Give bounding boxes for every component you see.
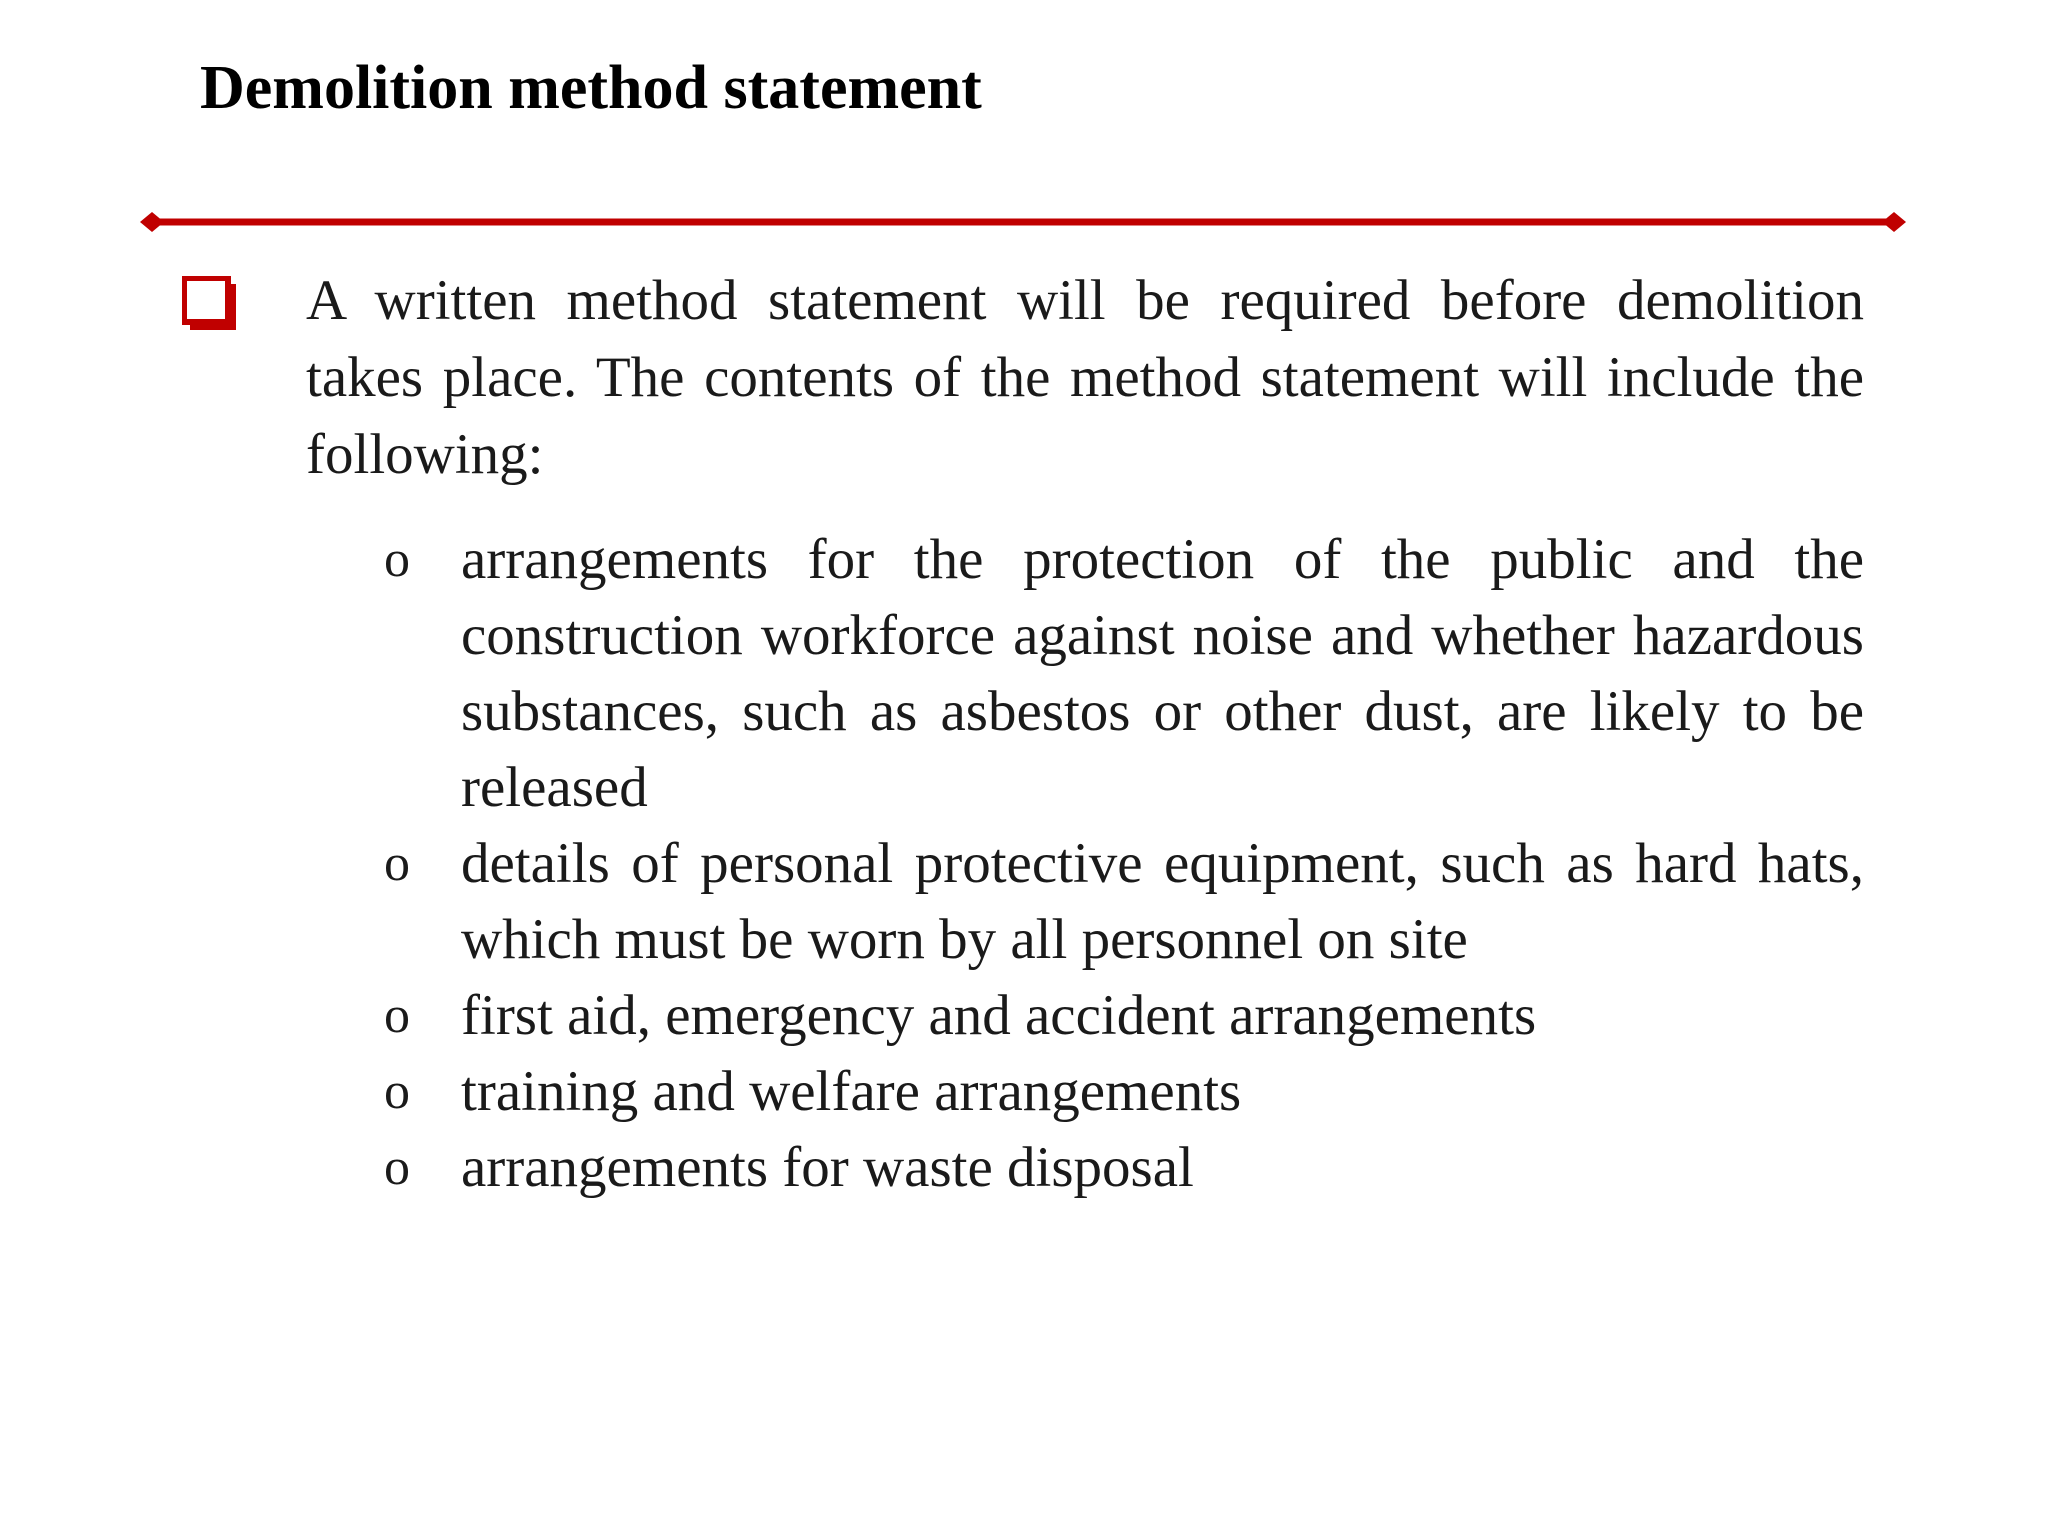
divider-left-diamond [140, 212, 164, 232]
main-bullet [176, 262, 1876, 493]
hollow-circle-bullet-icon: o [384, 987, 410, 1044]
sub-bullet-item [376, 1054, 1864, 1130]
sub-bullet-text: first aid, emergency and accident arrangements [461, 984, 1537, 1047]
square-bullet-icon [182, 276, 238, 332]
sub-bullet-list [176, 522, 1876, 1206]
hollow-circle-bullet-icon: o [384, 1063, 410, 1120]
title-divider [140, 208, 1906, 236]
hollow-circle-bullet-icon: o [384, 835, 410, 892]
slide-content [176, 262, 1876, 1206]
slide-title: Demolition method statement [200, 54, 982, 122]
main-bullet-text: A written method statement will be required before demolition takes place. The contents of the method statement will include the following: [306, 269, 1864, 486]
sub-bullet-item [376, 1130, 1864, 1206]
sub-bullet-text: arrangements for waste disposal [461, 1136, 1194, 1199]
sub-bullet-item [376, 522, 1864, 826]
sub-bullet-text: details of personal protective equipment, such as hard hats, which must be worn by all personnel on site [461, 832, 1864, 971]
divider-right-diamond [1882, 212, 1906, 232]
sub-bullet-text: arrangements for the protection of the public and the construction workforce against noise and whether hazardous substances, such as asbestos or other dust, are likely to be released [461, 528, 1864, 819]
sub-bullet-item [376, 978, 1864, 1054]
sub-bullet-text: training and welfare arrangements [461, 1060, 1242, 1123]
sub-bullet-item [376, 826, 1864, 978]
hollow-circle-bullet-icon: o [384, 531, 410, 588]
hollow-circle-bullet-icon: o [384, 1139, 410, 1196]
